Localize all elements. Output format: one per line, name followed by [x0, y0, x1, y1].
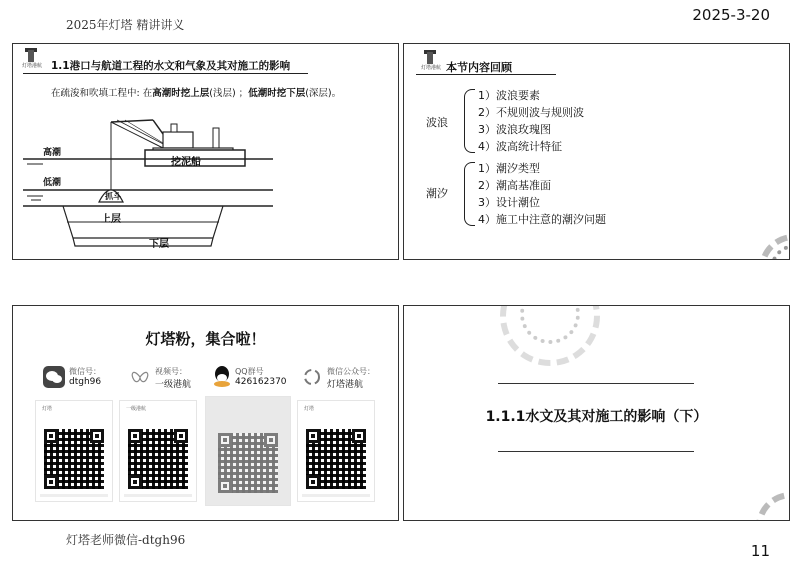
- slide-3: [12, 305, 399, 521]
- qr-code: [128, 429, 188, 489]
- contact-label: 微信公众号：: [327, 367, 375, 376]
- contact-label: 视频号：: [155, 367, 187, 376]
- label-high-tide: 高潮: [43, 148, 62, 158]
- list-item: 3）波浪玫瑰图: [478, 123, 551, 136]
- contact-value: 灯塔港航: [327, 380, 364, 390]
- contact-value: 426162370: [235, 377, 287, 387]
- dredging-diagram: [13, 44, 398, 259]
- qr-card-wechat: 灯塔: [35, 400, 113, 502]
- title-line-top: [498, 383, 694, 384]
- page-header-title: 2025年灯塔 精讲讲义: [66, 18, 185, 32]
- qr-code: [218, 433, 278, 493]
- list-item: 3）设计潮位: [478, 196, 540, 209]
- label-dredger: 挖泥船: [171, 157, 201, 168]
- qr-card-video: 一级港航: [119, 400, 197, 502]
- logo: 灯塔港航: [418, 50, 444, 74]
- butterfly-icon: [129, 366, 151, 392]
- qr-card-official: 灯塔: [297, 400, 375, 502]
- label-grab: 抓斗: [105, 192, 121, 201]
- qr-code: [306, 429, 366, 489]
- slide-1: [12, 43, 399, 260]
- wechat-icon: [43, 366, 65, 388]
- list-item: 1）潮汐类型: [478, 162, 540, 175]
- list-item: 4）施工中注意的潮汐问题: [478, 213, 606, 226]
- contact-label: QQ群号: [235, 367, 264, 376]
- slide-2-title-underline: [416, 74, 556, 75]
- qq-icon: [211, 364, 233, 392]
- qr-card-qq: [205, 396, 291, 506]
- page-date: 2025-3-20: [692, 6, 770, 24]
- label-lower-layer: 下层: [149, 239, 169, 250]
- list-item: 2）潮高基准面: [478, 179, 551, 192]
- contact-value: 一级港航: [155, 380, 192, 390]
- contact-value: dtgh96: [69, 377, 102, 387]
- slide-4-title: 1.1.1水文及其对施工的影响（下）: [485, 409, 708, 425]
- label-upper-layer: 上层: [101, 214, 121, 225]
- group-label-waves: 波浪: [426, 116, 448, 129]
- page-number: 11: [750, 542, 770, 560]
- list-item: 2）不规则波与规则波: [478, 106, 584, 119]
- decorative-circle: [756, 492, 790, 521]
- qr-code: [44, 429, 104, 489]
- slide-2: [403, 43, 790, 260]
- slide-4: [403, 305, 790, 521]
- slide-1-title: 1.1港口与航道工程的水文和气象及其对施工的影响: [51, 60, 291, 72]
- group-label-tides: 潮汐: [426, 187, 448, 200]
- label-low-tide: 低潮: [43, 178, 62, 188]
- list-item: 1）波浪要素: [478, 89, 540, 102]
- title-line-bottom: [498, 451, 694, 452]
- slide-3-title: 灯塔粉，集合啦！: [145, 330, 266, 348]
- list-item: 4）波高统计特征: [478, 140, 562, 153]
- wechat-official-icon: [301, 366, 323, 392]
- logo: 灯塔港航: [19, 48, 45, 72]
- footer-note: 灯塔老师微信-dtgh96: [66, 533, 186, 547]
- contact-label: 微信号：: [69, 367, 101, 376]
- brace-tides: [464, 162, 475, 226]
- slide-2-title: 本节内容回顾: [446, 61, 512, 74]
- slide-1-subtitle: 在疏浚和吹填工程中: 在高潮时挖上层(浅层) ；低潮时挖下层(深层)。: [51, 88, 342, 99]
- brace-waves: [464, 89, 475, 153]
